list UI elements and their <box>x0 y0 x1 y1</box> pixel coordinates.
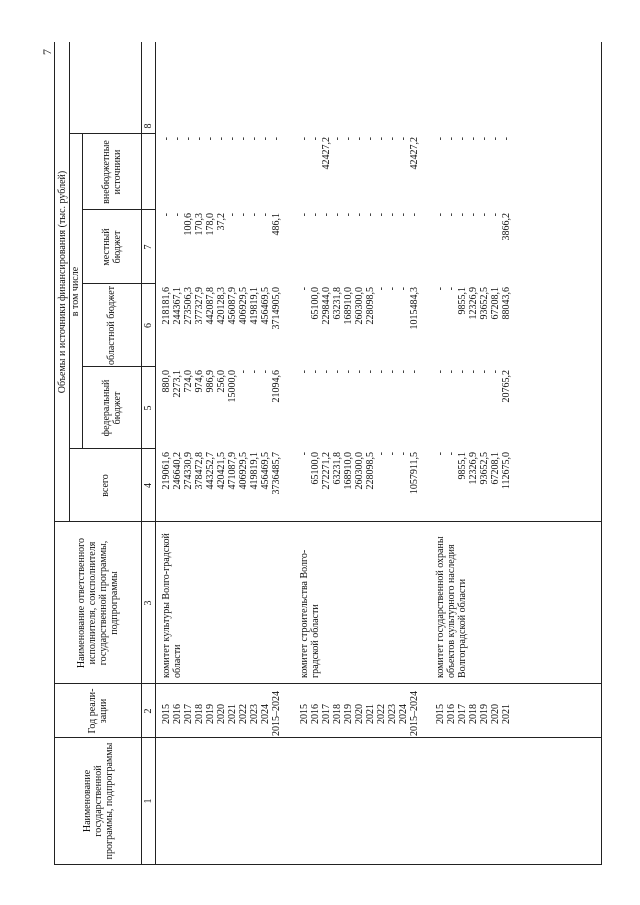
year-cell: 2022 <box>376 704 387 724</box>
total-value: 67208,1 <box>490 452 501 485</box>
col-number: 8 <box>142 123 154 129</box>
federal-value: - <box>468 370 479 374</box>
federal-value: 20765,2 <box>501 370 512 403</box>
local-value: - <box>446 213 457 217</box>
regional-value: 377327,9 <box>194 287 205 325</box>
regional-value: 244367,1 <box>172 287 183 325</box>
regional-value: 88043,6 <box>501 287 512 320</box>
total-value: 378472,8 <box>194 452 205 490</box>
federal-value: 256,0 <box>216 370 227 393</box>
year-cell: 2018 <box>332 704 343 724</box>
regional-value: 228098,5 <box>365 287 376 325</box>
regional-value: 1015484,3 <box>409 287 420 330</box>
federal-value: - <box>490 370 501 374</box>
extra-value: 42427,2 <box>321 137 332 170</box>
local-value: - <box>490 213 501 217</box>
year-cell: 2015–2024 <box>409 691 420 736</box>
federal-value: 15000,0 <box>227 370 238 403</box>
header-col2: Год реали-зации <box>87 688 109 734</box>
local-value: - <box>398 213 409 217</box>
regional-value: 273506,3 <box>183 287 194 325</box>
total-value: 471087,9 <box>227 452 238 490</box>
col-number: 2 <box>142 708 154 714</box>
extra-value: - <box>376 137 387 141</box>
local-value: - <box>376 213 387 217</box>
federal-value: - <box>446 370 457 374</box>
total-value: 112675,0 <box>501 452 512 490</box>
local-value: 3866,2 <box>501 213 512 241</box>
local-value: - <box>238 213 249 217</box>
federal-value: - <box>435 370 446 374</box>
local-value: - <box>479 213 490 217</box>
extra-value: - <box>299 137 310 141</box>
year-cell: 2020 <box>490 704 501 724</box>
regional-value: 9855,1 <box>457 287 468 315</box>
total-value: - <box>299 452 310 456</box>
header-local: местный бюджет <box>100 228 123 266</box>
local-value: - <box>409 213 420 217</box>
extra-value: - <box>216 137 227 141</box>
regional-value: 65100,0 <box>310 287 321 320</box>
total-value: - <box>376 452 387 456</box>
col-number: 4 <box>142 483 154 488</box>
federal-value: 724,0 <box>183 370 194 393</box>
total-value: - <box>398 452 409 456</box>
year-cell: 2024 <box>398 704 409 724</box>
local-value: - <box>310 213 321 217</box>
regional-value: 168910,0 <box>343 287 354 325</box>
year-cell: 2022 <box>238 704 249 724</box>
federal-value: - <box>260 370 271 374</box>
extra-value: - <box>332 137 343 141</box>
financing-table <box>54 42 602 865</box>
local-value: 486,1 <box>271 213 282 236</box>
extra-value: - <box>260 137 271 141</box>
extra-value: - <box>194 137 205 141</box>
year-cell: 2017 <box>457 704 468 724</box>
year-cell: 2016 <box>310 704 321 724</box>
regional-value: 260300,0 <box>354 287 365 325</box>
year-cell: 2015 <box>435 704 446 724</box>
grid-line <box>155 42 156 864</box>
executor-name: комитет культуры Волго-градской области <box>161 533 183 678</box>
total-value: 420421,5 <box>216 452 227 490</box>
extra-value: - <box>501 137 512 141</box>
local-value: - <box>457 213 468 217</box>
extra-value: - <box>271 137 282 141</box>
regional-value: - <box>387 287 398 291</box>
col-number: 5 <box>142 405 154 411</box>
total-value: - <box>446 452 457 456</box>
extra-value: - <box>490 137 501 141</box>
total-value: - <box>435 452 446 456</box>
regional-value: - <box>376 287 387 291</box>
regional-value: 419819,1 <box>249 287 260 325</box>
year-cell: 2020 <box>216 704 227 724</box>
year-cell: 2017 <box>321 704 332 724</box>
col-number: 1 <box>142 798 154 804</box>
total-value: 228098,5 <box>365 452 376 490</box>
year-cell: 2019 <box>479 704 490 724</box>
federal-value: 974,6 <box>194 370 205 393</box>
header-extra: внебюджетные источники <box>100 140 123 204</box>
federal-value: - <box>310 370 321 374</box>
total-value: - <box>387 452 398 456</box>
local-value: 37,2 <box>216 213 227 231</box>
year-cell: 2015 <box>161 704 172 724</box>
year-cell: 2016 <box>446 704 457 724</box>
header-regional: областной бюджет <box>106 285 117 365</box>
year-cell: 2016 <box>172 704 183 724</box>
total-value: 419819,1 <box>249 452 260 490</box>
page-number: 7 <box>40 49 54 55</box>
regional-value: 420128,3 <box>216 287 227 325</box>
regional-value: 3714905,0 <box>271 287 282 330</box>
regional-value: 456469,5 <box>260 287 271 325</box>
total-value: 63231,8 <box>332 452 343 485</box>
year-cell: 2015 <box>299 704 310 724</box>
total-value: 406929,5 <box>238 452 249 490</box>
total-value: 3736485,7 <box>271 452 282 495</box>
regional-value: 67208,1 <box>490 287 501 320</box>
header-col3: Наименование ответственного исполнителя, соисполнителя государственной программы, подпрограммы <box>76 537 120 669</box>
header-including: в том числе <box>70 266 81 317</box>
year-cell: 2024 <box>260 704 271 724</box>
regional-value: 406929,5 <box>238 287 249 325</box>
total-value: 12326,9 <box>468 452 479 485</box>
total-value: 93652,5 <box>479 452 490 485</box>
federal-value: 986,9 <box>205 370 216 393</box>
local-value: - <box>365 213 376 217</box>
local-value: - <box>343 213 354 217</box>
local-value: 170,3 <box>194 213 205 236</box>
extra-value: - <box>238 137 249 141</box>
local-value: - <box>299 213 310 217</box>
local-value: - <box>172 213 183 217</box>
local-value: - <box>321 213 332 217</box>
extra-value: - <box>479 137 490 141</box>
extra-value: - <box>365 137 376 141</box>
col-number: 3 <box>142 600 154 606</box>
total-value: 9855,1 <box>457 452 468 480</box>
executor-name: комитет строительства Волго-градской области <box>299 549 321 678</box>
regional-value: - <box>299 287 310 291</box>
local-value: - <box>260 213 271 217</box>
extra-value: - <box>387 137 398 141</box>
extra-value: - <box>468 137 479 141</box>
year-cell: 2023 <box>249 704 260 724</box>
header-extra-2 <box>69 42 141 134</box>
extra-value: - <box>343 137 354 141</box>
year-cell: 2015–2024 <box>271 691 282 736</box>
extra-value: 42427,2 <box>409 137 420 170</box>
regional-value: 456087,9 <box>227 287 238 325</box>
year-cell: 2019 <box>205 704 216 724</box>
federal-value: - <box>398 370 409 374</box>
federal-value: - <box>457 370 468 374</box>
extra-value: - <box>227 137 238 141</box>
federal-value: - <box>376 370 387 374</box>
year-cell: 2021 <box>365 704 376 724</box>
regional-value: 63231,8 <box>332 287 343 320</box>
total-value: 272271,2 <box>321 452 332 490</box>
total-value: 260300,0 <box>354 452 365 490</box>
total-value: 274330,9 <box>183 452 194 490</box>
total-value: 219061,6 <box>161 452 172 490</box>
federal-value: - <box>238 370 249 374</box>
local-value: - <box>435 213 446 217</box>
federal-value: - <box>249 370 260 374</box>
extra-value: - <box>354 137 365 141</box>
col-number: 6 <box>142 323 154 328</box>
federal-value: - <box>387 370 398 374</box>
year-cell: 2023 <box>387 704 398 724</box>
federal-value: - <box>479 370 490 374</box>
total-value: 456469,5 <box>260 452 271 490</box>
header-col1: Наименование государственной программы, подпрограммы <box>81 742 115 860</box>
year-cell: 2018 <box>194 704 205 724</box>
total-value: 443252,7 <box>205 452 216 490</box>
year-cell: 2021 <box>227 704 238 724</box>
year-cell: 2019 <box>343 704 354 724</box>
year-cell: 2018 <box>468 704 479 724</box>
regional-value: - <box>398 287 409 291</box>
federal-value: 21094,6 <box>271 370 282 403</box>
extra-value: - <box>161 137 172 141</box>
local-value: 178,0 <box>205 213 216 236</box>
extra-value: - <box>205 137 216 141</box>
extra-value: - <box>310 137 321 141</box>
year-cell: 2017 <box>183 704 194 724</box>
header-total: всего <box>99 474 111 497</box>
regional-value: 12326,9 <box>468 287 479 320</box>
regional-value: 93652,5 <box>479 287 490 320</box>
total-value: 168910,0 <box>343 452 354 490</box>
local-value: - <box>332 213 343 217</box>
header-financing: Объемы и источники финансирования (тыс. рублей) <box>56 170 68 394</box>
year-cell: 2021 <box>501 704 512 724</box>
federal-value: - <box>354 370 365 374</box>
executor-name: комитет государственной охраны объектов культурного наследия Волгоградской области <box>435 536 468 678</box>
local-value: - <box>468 213 479 217</box>
regional-value: - <box>446 287 457 291</box>
total-value: 65100,0 <box>310 452 321 485</box>
extra-value: - <box>172 137 183 141</box>
federal-value: 2273,1 <box>172 370 183 398</box>
total-value: 246640,2 <box>172 452 183 490</box>
federal-value: - <box>365 370 376 374</box>
extra-value: - <box>446 137 457 141</box>
extra-value: - <box>435 137 446 141</box>
local-value: - <box>249 213 260 217</box>
regional-value: 229844,0 <box>321 287 332 325</box>
local-value: - <box>387 213 398 217</box>
header-federal: федеральный бюджет <box>100 379 123 437</box>
federal-value: - <box>321 370 332 374</box>
federal-value: - <box>409 370 420 374</box>
local-value: - <box>227 213 238 217</box>
year-cell: 2020 <box>354 704 365 724</box>
col-number: 7 <box>142 244 154 250</box>
local-value: 100,6 <box>183 213 194 236</box>
regional-value: 442087,8 <box>205 287 216 325</box>
regional-value: - <box>435 287 446 291</box>
federal-value: - <box>343 370 354 374</box>
federal-value: - <box>332 370 343 374</box>
extra-value: - <box>183 137 194 141</box>
total-value: 1057911,5 <box>409 452 420 495</box>
extra-value: - <box>249 137 260 141</box>
extra-value: - <box>457 137 468 141</box>
regional-value: 218181,6 <box>161 287 172 325</box>
federal-value: - <box>299 370 310 374</box>
extra-value: - <box>398 137 409 141</box>
local-value: - <box>354 213 365 217</box>
federal-value: 880,0 <box>161 370 172 393</box>
local-value: - <box>161 213 172 217</box>
